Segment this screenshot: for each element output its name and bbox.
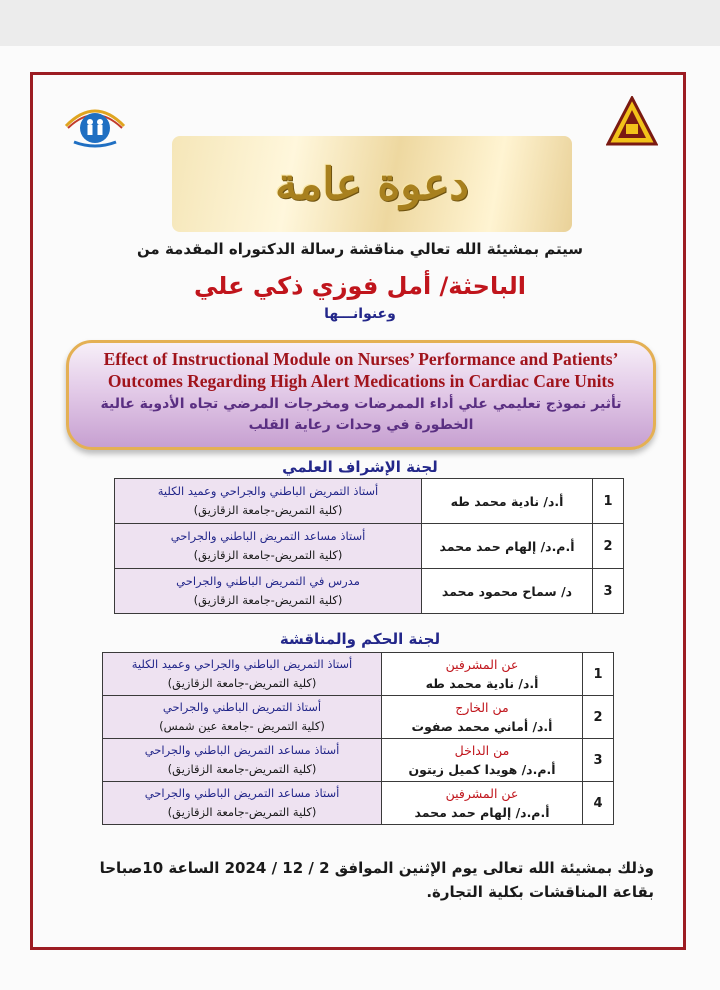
member-name: أ.م.د/ إلهام حمد محمد xyxy=(414,805,550,820)
jury-member xyxy=(382,653,583,696)
member-name: أ.م.د/ هويدا كميل زيتون xyxy=(408,762,556,777)
row-number: 3 xyxy=(593,569,624,614)
row-number: 2 xyxy=(593,524,624,569)
jury-member-type: عن المشرفين xyxy=(445,786,519,801)
member-institution: (كلية التمريض-جامعة الزقازيق) xyxy=(167,676,317,690)
member-name: د/ سماح محمود محمد xyxy=(422,569,593,614)
jury-heading: لجنة الحكم والمناقشة xyxy=(279,630,441,648)
member-institution: (كلية التمريض-جامعة الزقازيق) xyxy=(193,548,343,562)
member-role: أستاذ مساعد التمريض الباطني والجراحي xyxy=(170,529,366,543)
member-role: أستاذ التمريض الباطني والجراحي وعميد الكلية xyxy=(131,657,353,671)
faculty-nursing-logo-icon xyxy=(60,96,130,148)
member-institution: (كلية التمريض-جامعة الزقازيق) xyxy=(167,762,317,776)
member-name: أ.د/ نادية محمد طه xyxy=(425,676,539,691)
table-row xyxy=(115,479,624,524)
jury-member xyxy=(382,739,583,782)
title-label: وعنوانـــها xyxy=(324,306,396,322)
jury-member-type: عن المشرفين xyxy=(445,657,519,672)
member-role: أستاذ التمريض الباطني والجراحي وعميد الكلية xyxy=(157,484,379,498)
member-position xyxy=(103,782,382,825)
supervision-table xyxy=(114,478,624,614)
table-row xyxy=(103,782,614,825)
member-role: مدرس في التمريض الباطني والجراحي xyxy=(176,574,360,588)
table-row xyxy=(115,569,624,614)
member-position xyxy=(115,569,422,614)
member-institution: (كلية التمريض-جامعة الزقازيق) xyxy=(193,593,343,607)
member-role: أستاذ مساعد التمريض الباطني والجراحي xyxy=(144,743,340,757)
jury-member-type: من الخارج xyxy=(455,700,509,715)
zagazig-university-logo-icon xyxy=(606,96,658,148)
member-institution: (كلية التمريض-جامعة الزقازيق) xyxy=(167,805,317,819)
member-position xyxy=(103,739,382,782)
table-row xyxy=(103,739,614,782)
member-position xyxy=(115,479,422,524)
jury-member xyxy=(382,696,583,739)
researcher-name: الباحثة/ أمل فوزي ذكي علي xyxy=(194,272,526,300)
intro-text: سيتم بمشيئة الله تعالي مناقشة رسالة الدكتوراه المقدمة من xyxy=(136,240,584,258)
banner-title: دعوة عامة xyxy=(275,158,469,210)
member-name: أ.م.د/ إلهام حمد محمد xyxy=(422,524,593,569)
member-name: أ.د/ نادية محمد طه xyxy=(422,479,593,524)
thesis-title-arabic: تأثير نموذج تعليمي علي أداء الممرضات ومخرجات المرضي تجاه الأدوية عالية الخطورة في وحدات رعاية القلب xyxy=(100,396,622,433)
table-row xyxy=(115,524,624,569)
member-role: أستاذ مساعد التمريض الباطني والجراحي xyxy=(144,786,340,800)
member-position xyxy=(103,696,382,739)
row-number: 1 xyxy=(583,653,614,696)
jury-member xyxy=(382,782,583,825)
member-institution: (كلية التمريض-جامعة الزقازيق) xyxy=(193,503,343,517)
jury-member-type: من الداخل xyxy=(454,743,510,758)
row-number: 1 xyxy=(593,479,624,524)
member-position xyxy=(115,524,422,569)
table-row xyxy=(103,696,614,739)
row-number: 2 xyxy=(583,696,614,739)
row-number: 4 xyxy=(583,782,614,825)
footer-announcement: وذلك بمشيئة الله تعالى يوم الإثنين الموافق 2 / 12 / 2024 الساعة 10صباحا بقاعة المناقشات بكلية التجارة. xyxy=(99,859,654,901)
member-name: أ.د/ أماني محمد صفوت xyxy=(411,719,553,734)
member-position xyxy=(103,653,382,696)
thesis-title-english: Effect of Instructional Module on Nurses’ Performance and Patients’ Outcomes Regarding High Alert Medications in Cardiac Care Units xyxy=(103,349,619,391)
supervision-heading: لجنة الإشراف العلمي xyxy=(282,458,438,476)
member-institution: (كلية التمريض -جامعة عين شمس) xyxy=(159,719,325,733)
top-strip xyxy=(0,0,720,46)
invitation-banner xyxy=(172,136,572,232)
table-row xyxy=(103,653,614,696)
member-role: أستاذ التمريض الباطني والجراحي xyxy=(162,700,322,714)
jury-table xyxy=(102,652,614,825)
row-number: 3 xyxy=(583,739,614,782)
